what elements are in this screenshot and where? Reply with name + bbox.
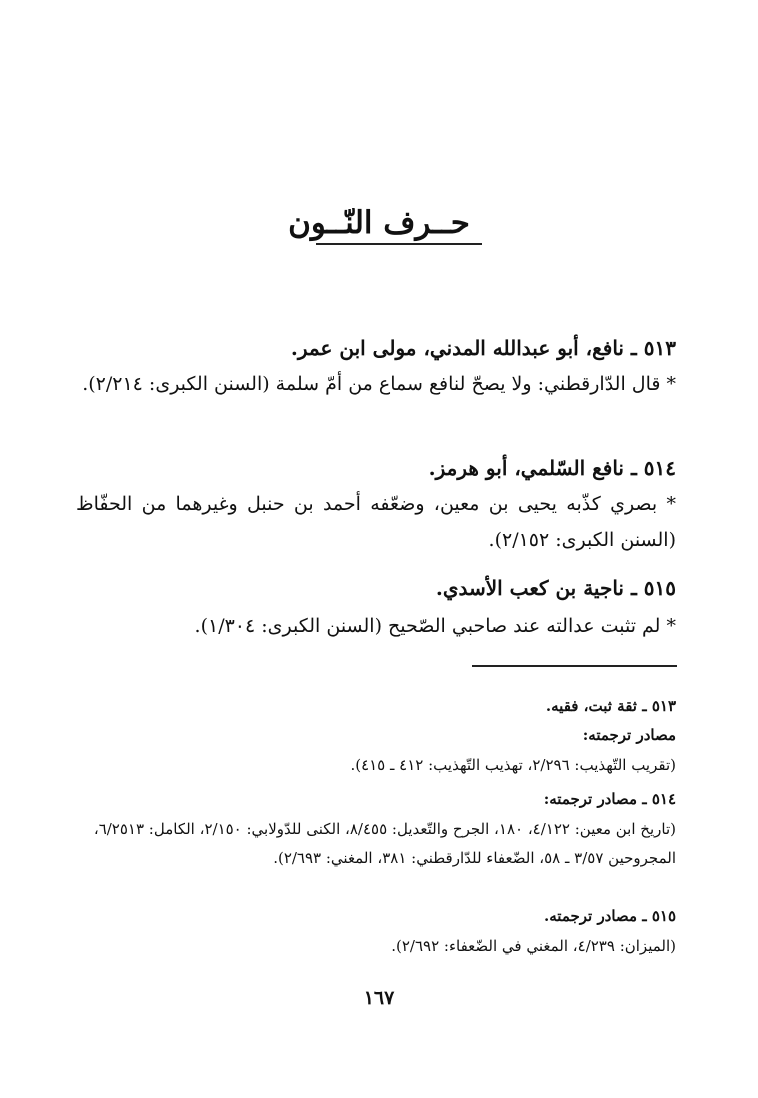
footnote-515-line1: ٥١٥ ـ مصادر ترجمته. (544, 907, 676, 925)
footnote-separator (472, 665, 677, 667)
heading-underline (316, 243, 482, 245)
footnote-515-line2: (الميزان: ٤/٢٣٩، المغني في الضّعفاء: ٢/٦٩٢). (391, 937, 676, 955)
footnote-513-line2: مصادر ترجمته: (582, 726, 676, 744)
entry-514-title: ٥١٤ ـ نافع السّلمي، أبو هرمز. (428, 456, 676, 480)
footnote-513-line3: (تقريب التّهذيب: ٢/٢٩٦، تهذيب التّهذيب: ٤١٢ ـ ٤١٥). (350, 756, 676, 774)
entry-513-body: * قال الدّارقطني: ولا يصحّ لنافع سماع من أمّ سلمة (السنن الكبرى: ٢/٢١٤). (82, 373, 676, 395)
footnote-514-text: (تاريخ ابن معين: ٤/١٢٢، ١٨٠، الجرح والتّعديل: ٨/٤٥٥، الكنى للدّولابي: ٢/١٥٠، الكامل: ٦/٢٥١٣، المجروحين ٣/٥٧ ـ ٥٨، الضّعفاء للدّارقطني: ٣٨١، المغني: ٢/٦٩٣). (93, 820, 676, 867)
entry-515-body: * لم تثبت عدالته عند صاحبي الصّحيح (السنن الكبرى: ١/٣٠٤). (194, 615, 676, 637)
entry-514-body: * بصري كذّبه يحيى بن معين، وضعّفه أحمد بن حنبل وغيرهما من الحفّاظ (السنن الكبرى: ٢/١٥٢). (76, 493, 676, 551)
entry-515-title: ٥١٥ ـ ناجية بن كعب الأسدي. (435, 576, 676, 600)
page-number: ١٦٧ (363, 987, 395, 1009)
entry-513-title: ٥١٣ ـ نافع، أبو عبدالله المدني، مولى ابن عمر. (290, 336, 676, 360)
footnote-514-line1: ٥١٤ ـ مصادر ترجمته: (543, 790, 676, 808)
footnote-513-line1: ٥١٣ ـ ثقة ثبت، فقيه. (545, 697, 676, 715)
chapter-heading: حــرف النّــون (288, 205, 470, 241)
